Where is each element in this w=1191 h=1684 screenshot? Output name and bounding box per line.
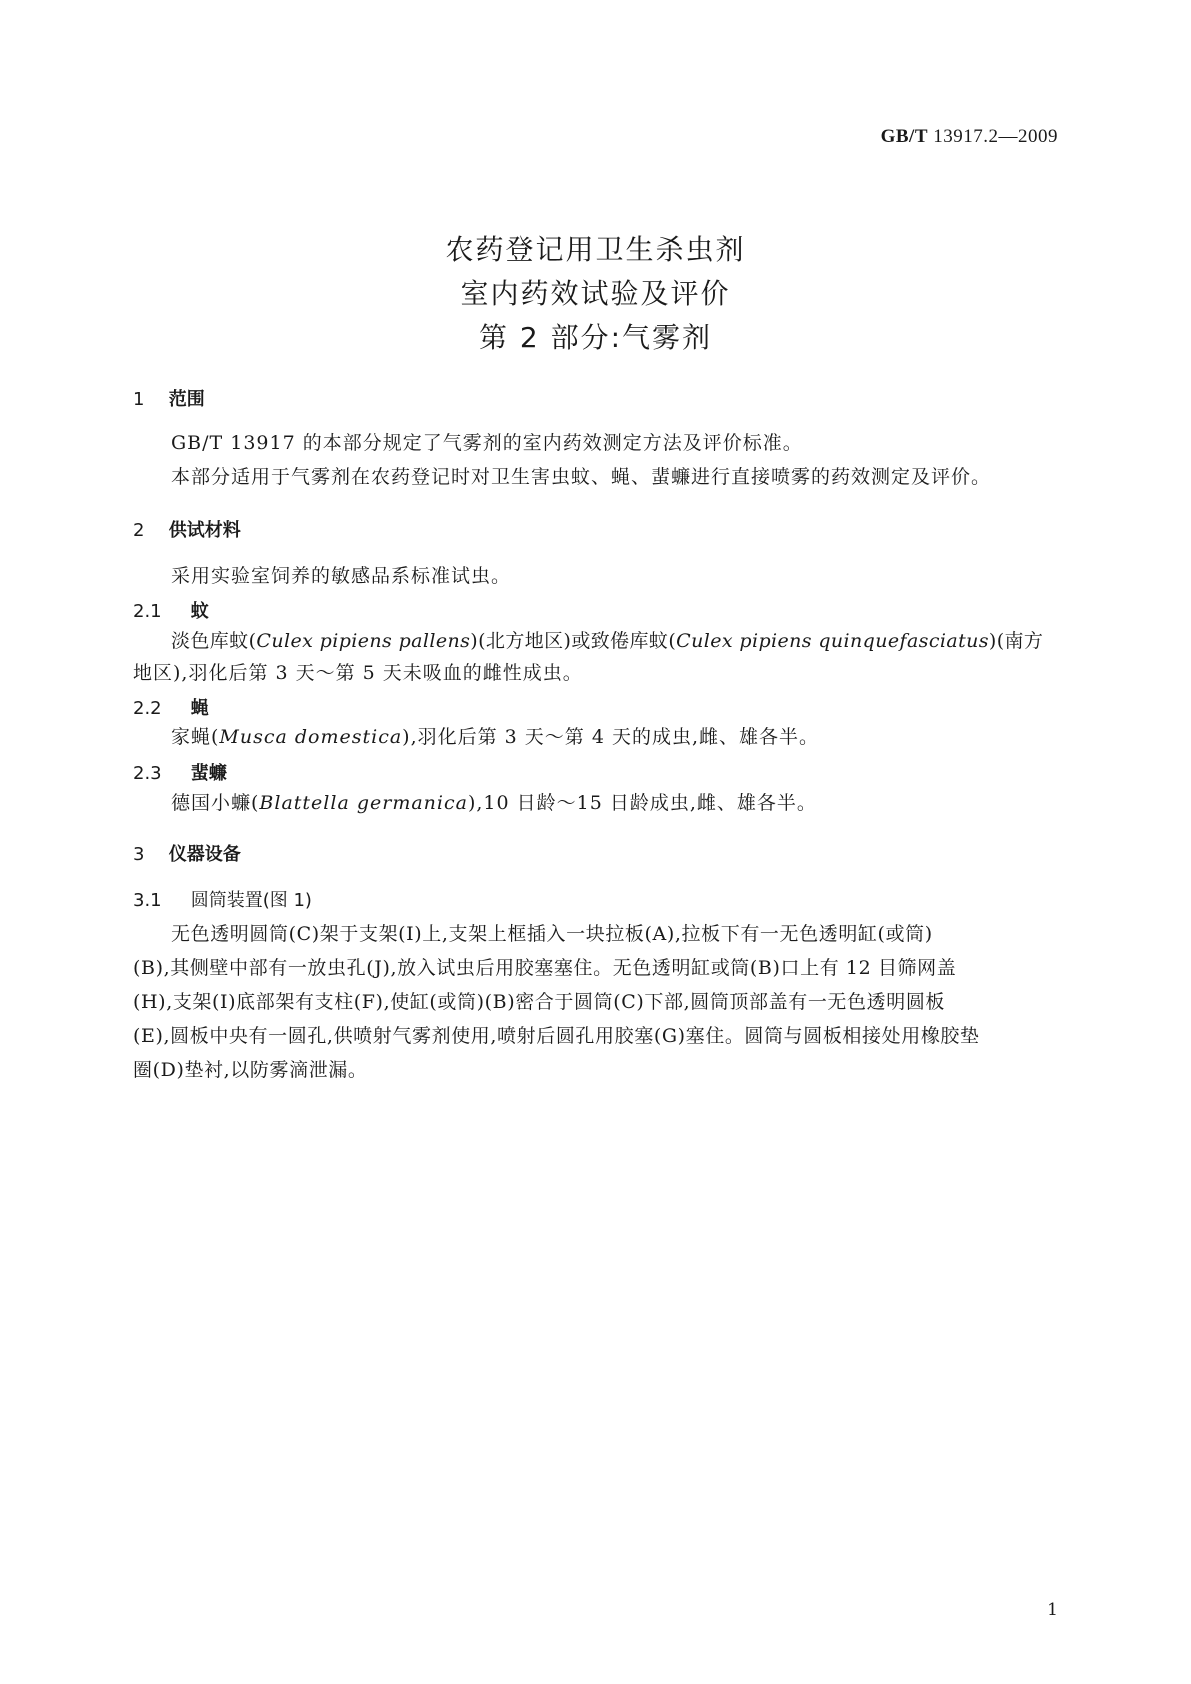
section-number: 2	[133, 520, 145, 541]
standard-code	[881, 126, 1058, 148]
section-label: 供试材料	[168, 520, 241, 541]
subsection-number: 3.1	[133, 890, 162, 911]
title-line-1: 农药登记用卫生杀虫剂	[445, 233, 746, 266]
section-3-1-line-3: (H),支架(I)底部架有支柱(F),使缸(或筒)(B)密合于圆筒(C)下部,圆筒顶部盖有一无色透明圆板	[133, 991, 946, 1013]
text-fragment: 德国小蠊(	[171, 792, 260, 814]
section-1-paragraph-1: GB/T 13917 的本部分规定了气雾剂的室内药效测定方法及评价标准。	[171, 432, 803, 454]
title-line-3: 第 2 部分:气雾剂	[478, 321, 713, 354]
section-3-1-line-1: 无色透明圆筒(C)架于支架(I)上,支架上框插入一块拉板(A),拉板下有一无色透明缸(或筒)	[171, 923, 933, 945]
subsection-label: 蝇	[190, 698, 209, 719]
section-2-3-heading	[133, 759, 227, 785]
section-number: 1	[133, 389, 145, 410]
title-line-2: 室内药效试验及评价	[460, 277, 731, 310]
section-3-1-line-2: (B),其侧壁中部有一放虫孔(J),放入试虫后用胶塞塞住。无色透明缸或筒(B)口上有 12 目筛网盖	[133, 957, 957, 979]
text-fragment: ),羽化后第 3 天～第 4 天的成虫,雌、雄各半。	[402, 726, 819, 748]
text-fragment: )(南方	[988, 630, 1044, 652]
section-3-1-heading	[133, 886, 312, 912]
scientific-name: Culex pipiens quinquefasciatus	[676, 630, 989, 652]
text-fragment: 家蝇(	[171, 726, 220, 748]
scientific-name: Musca domestica	[219, 726, 403, 748]
section-1-paragraph-2: 本部分适用于气雾剂在农药登记时对卫生害虫蚊、蝇、蜚蠊进行直接喷雾的药效测定及评价。	[171, 466, 992, 488]
text-fragment: )(北方地区)或致倦库蚊(	[470, 630, 677, 652]
section-2-2-heading	[133, 694, 209, 720]
standard-number: 13917.2—2009	[933, 126, 1058, 147]
section-2-2-line	[133, 720, 1058, 754]
section-2-paragraph-1: 采用实验室饲养的敏感品系标准试虫。	[171, 565, 512, 587]
standard-prefix: GB/T	[880, 126, 928, 147]
page-number: 1	[1047, 1600, 1058, 1620]
subsection-label: 蚊	[190, 601, 209, 622]
section-number: 3	[133, 844, 145, 865]
section-2-1-line-1	[133, 624, 1058, 658]
subsection-label: 蜚蠊	[190, 763, 227, 784]
section-2-1-line-2: 地区),羽化后第 3 天～第 5 天未吸血的雌性成虫。	[133, 662, 583, 684]
subsection-label: 圆筒装置(图 1)	[190, 890, 312, 911]
text-fragment: ),10 日龄～15 日龄成虫,雌、雄各半。	[467, 792, 817, 814]
subsection-number: 2.2	[133, 698, 162, 719]
section-1-heading	[133, 385, 205, 411]
subsection-number: 2.3	[133, 763, 162, 784]
section-3-heading	[133, 840, 241, 866]
scientific-name: Blattella germanica	[259, 792, 468, 814]
section-3-1-line-4: (E),圆板中央有一圆孔,供喷射气雾剂使用,喷射后圆孔用胶塞(G)塞住。圆筒与圆板相接处用橡胶垫	[133, 1025, 980, 1047]
text-fragment: 淡色库蚊(	[171, 630, 257, 652]
section-3-1-line-5: 圈(D)垫衬,以防雾滴泄漏。	[133, 1059, 368, 1081]
section-2-3-line	[133, 786, 1058, 820]
section-label: 范围	[168, 389, 205, 410]
section-2-1-heading	[133, 597, 209, 623]
scientific-name: Culex pipiens pallens	[256, 630, 471, 652]
section-2-heading	[133, 516, 241, 542]
section-label: 仪器设备	[168, 844, 241, 865]
subsection-number: 2.1	[133, 601, 162, 622]
document-title	[0, 228, 1191, 360]
